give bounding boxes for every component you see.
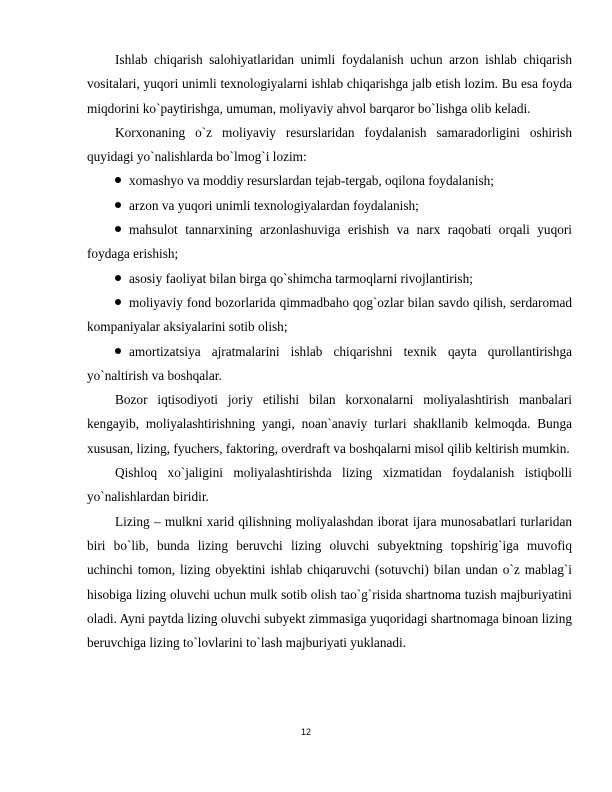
bullet-text: moliyaviy fond bozorlarida qimmadbaho qog`ozlar bilan savdo qilish, serdaromad kompaniyalar aksiyalarini sotib olish; bbox=[87, 294, 572, 335]
bullet-text: mahsulot tannarxining arzonlashuviga erishish va narx raqobati orqali yuqori foydaga erishish; bbox=[87, 222, 572, 262]
bullet-icon bbox=[115, 299, 121, 305]
bullet-icon bbox=[115, 202, 121, 208]
bullet-icon bbox=[115, 348, 121, 354]
bullet-item bbox=[87, 218, 572, 267]
bullet-item bbox=[87, 291, 572, 340]
bullet-item bbox=[87, 194, 572, 218]
bullet-item bbox=[87, 340, 572, 389]
bullet-item bbox=[87, 169, 572, 193]
bullet-icon bbox=[115, 275, 121, 281]
bullet-item bbox=[87, 267, 572, 291]
paragraph-market-economy: Bozor iqtisodiyoti joriy etilishi bilan korxonalarni moliyalashtirish manbalari kengayib, moliyalashtirishning yangi, noan`anaviy turlari shakllanib kelmoqda. Bunga xususan, lizing, fyuchers, faktoring, overdraft va boshqalarni misol qilib keltirish mumkin. bbox=[87, 392, 572, 456]
bullet-text: asosiy faoliyat bilan birga qo`shimcha tarmoqlarni rivojlantirish; bbox=[129, 270, 473, 286]
bullet-text: arzon va yuqori unimli texnologiyalardan foydalanish; bbox=[129, 197, 419, 213]
paragraph-leasing-definition: Lizing – mulkni xarid qilishning moliyalashdan iborat ijara munosabatlari turlaridan biri bo`lib, bunda lizing beruvchi lizing oluvchi subyektning topshirig`iga muvofiq uchinchi tomon, lizing obyektini ishlab chiqaruvchi (sotuvchi) bilan undan o`z mablag`i hisobiga lizing oluvchi uchun mulk sotib olish tao`g`risida shartnoma tuzish majburiyatini oladi. Ayni paytda lizing oluvchi subyekt zimmasiga yuqoridagi shartnomaga binoan lizing beruvchiga lizing to`lovlarini to`lash majburiyati yuklanadi. bbox=[87, 513, 572, 651]
bullet-text: amortizatsiya ajratmalarini ishlab chiqarishni texnik qayta qurollantirishga yo`naltirish va boshqalar. bbox=[87, 343, 572, 383]
bullet-text: xomashyo va moddiy resurslardan tejab-tergab, oqilona foydalanish; bbox=[129, 173, 494, 189]
document-page bbox=[87, 48, 572, 655]
paragraph-agriculture: Qishloq xo`jaligini moliyalashtirishda lizing xizmatidan foydalanish istiqbolli yo`nalishlardan biridir. bbox=[87, 465, 572, 505]
page-number: 12 bbox=[300, 727, 311, 737]
bullet-icon bbox=[115, 177, 121, 183]
paragraph-intro: Ishlab chiqarish salohiyatlaridan unimli foydalanish uchun arzon ishlab chiqarish vositalari, yuqori unimli texnologiyalarni ishlab chiqarishga jalb etish lozim. Bu esa foyda miqdorini ko`paytirishga, umuman, moliyaviy ahvol barqaror bo`lishga olib keladi. bbox=[87, 52, 572, 116]
paragraph-resources: Korxonaning o`z moliyaviy resurslaridan foydalanish samaradorligini oshirish quyidagi yo`nalishlarda bo`lmog`i lozim: bbox=[87, 124, 572, 165]
bullet-icon bbox=[115, 226, 121, 232]
